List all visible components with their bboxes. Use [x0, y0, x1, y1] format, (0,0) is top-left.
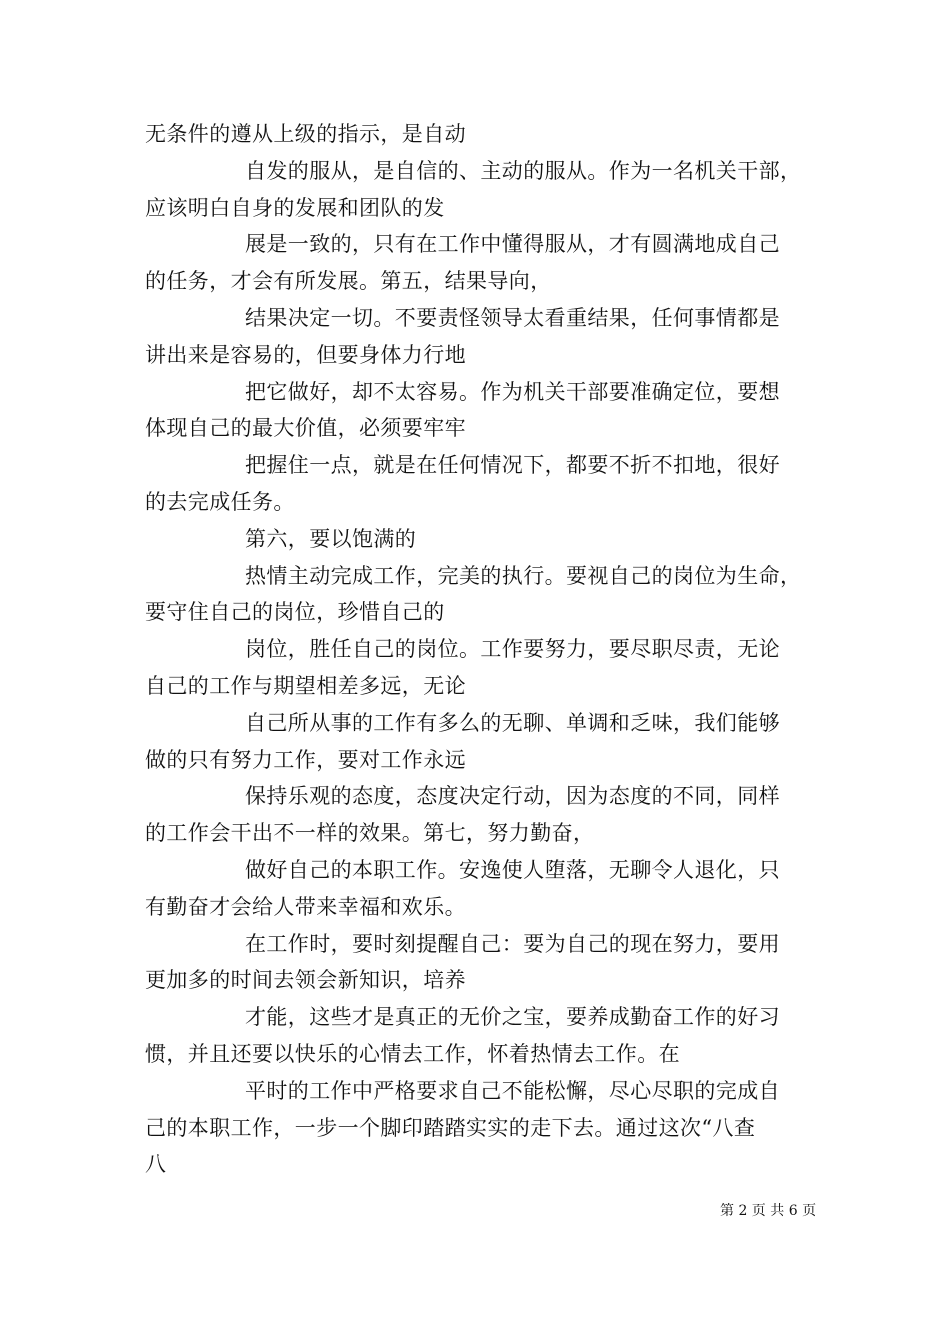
text-line: 自己的工作与期望相差多远，无论 [145, 673, 466, 698]
text-line: 做的只有努力工作，要对工作永远 [145, 747, 466, 772]
text-line: 无条件的遵从上级的指示，是自动 [145, 122, 466, 146]
text-line: 更加多的时间去领会新知识，培养 [145, 968, 466, 993]
text-line: 有勤奋才会给人带来幸福和欢乐。 [145, 894, 466, 919]
text-line: 讲出来是容易的，但要身体力行地 [145, 342, 466, 367]
text-line: 体现自己的最大价值，必须要牢牢 [145, 416, 466, 441]
page-number-footer: 第 2 页 共 6 页 [720, 1203, 817, 1219]
body-text [145, 116, 810, 1183]
text-line: 在工作时，要时刻提醒自己：要为自己的现在努力，要用 [245, 931, 780, 956]
text-line: 的去完成任务。 [145, 489, 295, 514]
text-line: 把它做好，却不太容易。作为机关干部要准确定位，要想 [245, 379, 780, 404]
text-line: 的任务，才会有所发展。第五，结果导向， [145, 269, 552, 294]
text-line: 才能，这些才是真正的无价之宝，要养成勤奋工作的好习 [245, 1005, 780, 1030]
text-line: 要守住自己的岗位，珍惜自己的 [145, 600, 445, 625]
text-line: 岗位，胜任自己的岗位。工作要努力，要尽职尽责，无论 [245, 637, 780, 662]
text-line: 做好自己的本职工作。安逸使人堕落，无聊令人退化，只 [245, 857, 780, 882]
text-line: 惯，并且还要以快乐的心情去工作，怀着热情去工作。在 [145, 1041, 680, 1066]
text-line: 的工作会干出不一样的效果。第七，努力勤奋， [145, 821, 595, 846]
text-line: 应该明白自身的发展和团队的发 [145, 195, 445, 220]
text-line: 八 [145, 1152, 167, 1177]
text-line: 展是一致的，只有在工作中懂得服从，才有圆满地成自己 [245, 232, 780, 257]
text-line: 结果决定一切。不要责怪领导太看重结果，任何事情都是 [245, 305, 780, 330]
text-line: 第六，要以饱满的 [245, 526, 417, 551]
text-line: 把握住一点，就是在任何情况下，都要不折不扣地，很好 [245, 453, 780, 478]
text-line: 自己所从事的工作有多么的无聊、单调和乏味，我们能够 [245, 710, 780, 735]
text-line: 热情主动完成工作，完美的执行。要视自己的岗位为生命， [245, 563, 802, 588]
text-line: 自发的服从，是自信的、主动的服从。作为一名机关干部， [245, 158, 802, 183]
text-line: 己的本职工作，一步一个脚印踏踏实实的走下去。通过这次“八查 [145, 1115, 756, 1140]
text-line: 保持乐观的态度，态度决定行动，因为态度的不同，同样 [245, 784, 780, 809]
text-line: 平时的工作中严格要求自己不能松懈，尽心尽职的完成自 [245, 1078, 780, 1103]
